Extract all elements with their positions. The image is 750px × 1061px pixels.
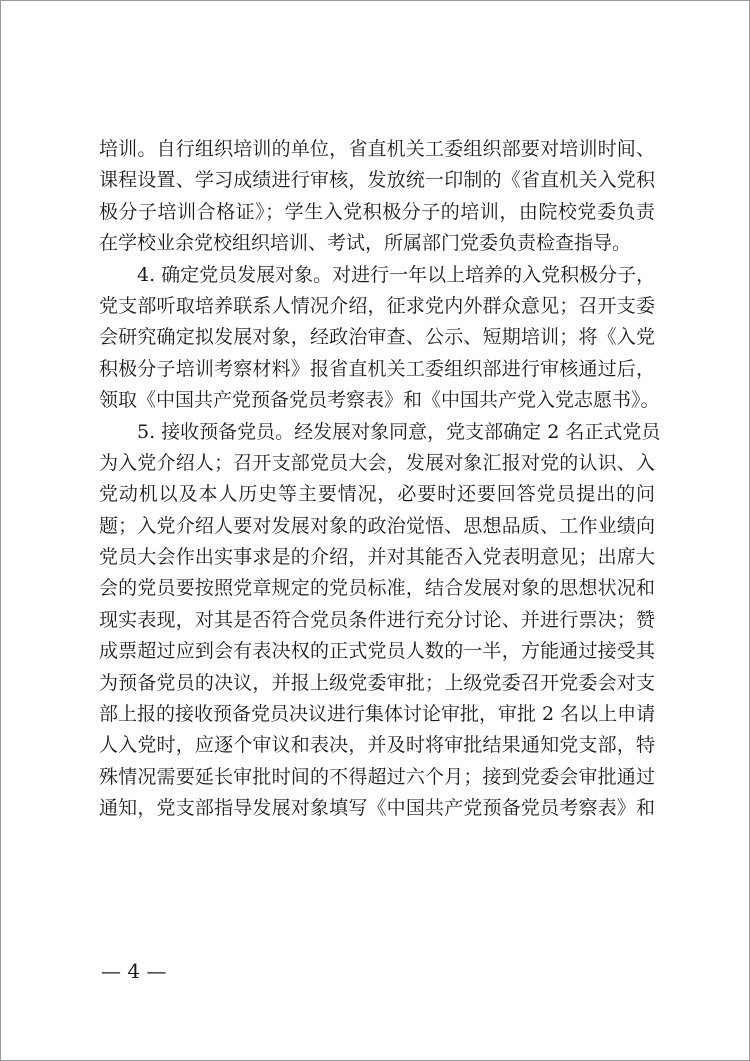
text-line: 党员大会作出实事求是的介绍，并对其能否入党表明意见；出席大	[99, 546, 655, 569]
body-text	[99, 134, 661, 825]
text-line: 成票超过应到会有表决权的正式党员人数的一半，方能通过接受其	[99, 640, 655, 663]
text-line: 通知，党支部指导发展对象填写《中国共产党预备党员考察表》和	[99, 797, 655, 820]
text-line: 殊情况需要延长审批时间的不得超过六个月；接到党委会审批通过	[99, 765, 655, 788]
text-line: 会的党员要按照党章规定的党员标准，结合发展对象的思想状况和	[99, 577, 655, 600]
text-line: 为预备党员的决议，并报上级党委审批；上级党委召开党委会对支	[99, 671, 655, 694]
text-line: 培训。自行组织培训的单位，省直机关工委组织部要对培训时间、	[99, 138, 655, 160]
text-line: 现实表现，对其是否符合党员条件进行充分讨论、并进行票决；赞	[99, 608, 655, 631]
text-line: 积极分子培训考察材料》报省直机关工委组织部进行审核通过后，	[99, 357, 655, 380]
text-line-section-5-heading: 5. 接收预备党员。经发展对象同意，党支部确定 2 名正式党员	[137, 420, 661, 443]
text-line-section-4-heading: 4. 确定党员发展对象。对进行一年以上培养的入党积极分子，	[137, 263, 656, 286]
text-line: 部上报的接收预备党员决议进行集体讨论审批，审批 2 名以上申请	[99, 703, 656, 726]
text-line: 人入党时，应逐个审议和表决，并及时将审批结果通知党支部，特	[99, 734, 655, 757]
text-line: 题；入党介绍人要对发展对象的政治觉悟、思想品质、工作业绩向	[99, 514, 655, 537]
text-line: 领取《中国共产党预备党员考察表》和《中国共产党入党志愿书》。	[99, 389, 660, 412]
text-line: 党支部听取培养联系人情况介绍，征求党内外群众意见；召开支委	[99, 294, 655, 317]
text-line: 在学校业余党校组织培训、考试，所属部门党委负责检查指导。	[99, 232, 632, 255]
text-line: 为入党介绍人；召开支部党员大会，发展对象汇报对党的认识、入	[99, 451, 655, 474]
text-line: 课程设置、学习成绩进行审核，发放统一印制的《省直机关入党积	[99, 169, 655, 192]
text-line: 极分子培训合格证》；学生入党积极分子的培训，由院校党委负责	[99, 200, 655, 223]
text-line: 会研究确定拟发展对象，经政治审查、公示、短期培训；将《入党	[99, 326, 655, 349]
text-line: 党动机以及本人历史等主要情况，必要时还要回答党员提出的问	[99, 483, 655, 506]
page-number: — 4 —	[101, 959, 167, 983]
